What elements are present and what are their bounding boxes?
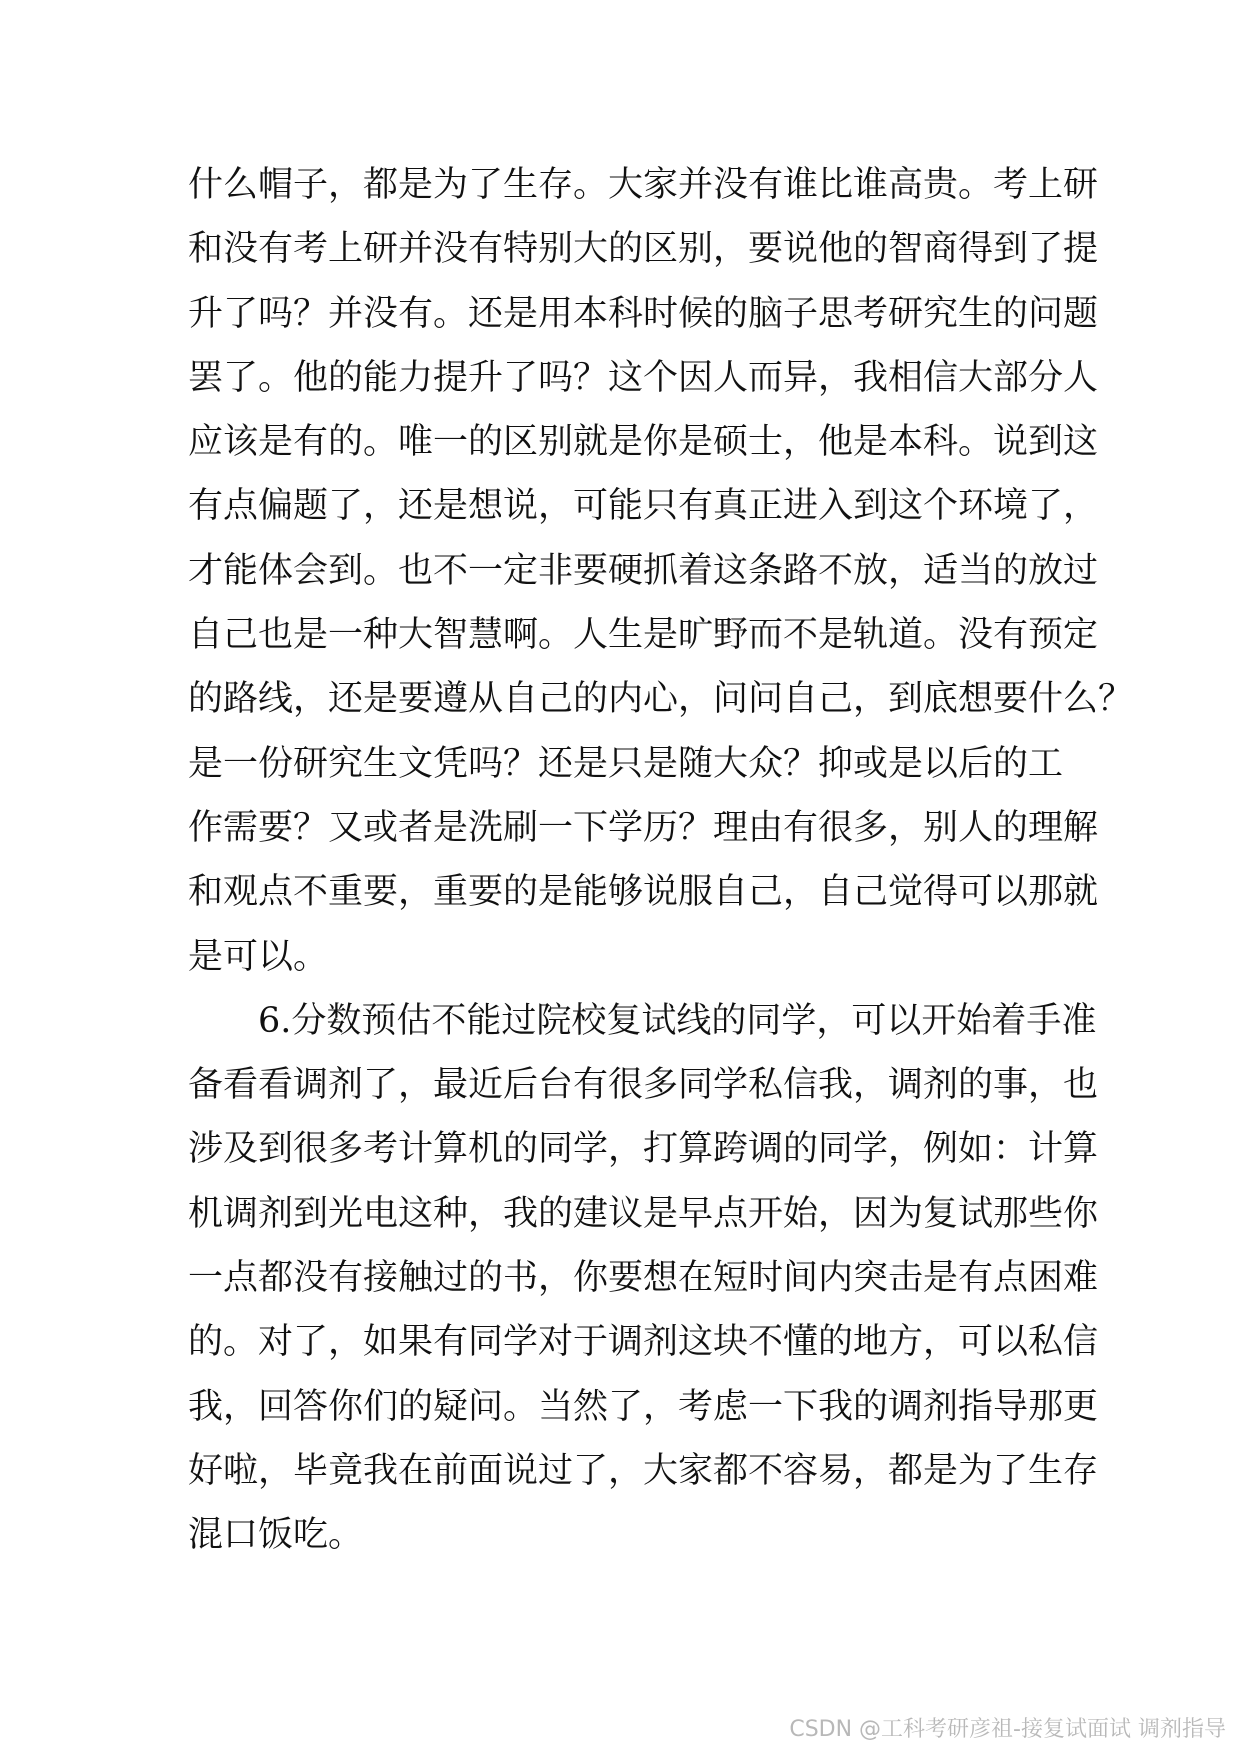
text-line: 自己也是一种大智慧啊。人生是旷野而不是轨道。没有预定	[188, 615, 1099, 656]
text-line: 罢了。他的能力提升了吗？这个因人而异，我相信大部分人	[188, 357, 1099, 398]
text-line: 备看看调剂了，最近后台有很多同学私信我，调剂的事，也	[188, 1065, 1099, 1106]
text-line: 作需要？又或者是洗刷一下学历？理由有很多，别人的理解	[188, 807, 1099, 848]
text-line: 6.分数预估不能过院校复试线的同学，可以开始着手准	[258, 1000, 1097, 1041]
text-line: 好啦，毕竟我在前面说过了，大家都不容易，都是为了生存	[188, 1450, 1099, 1491]
text-line: 的路线，还是要遵从自己的内心，问问自己，到底想要什么？	[188, 679, 1134, 720]
text-line: 是一份研究生文凭吗？还是只是随大众？抑或是以后的工	[188, 743, 1064, 784]
text-line: 升了吗？并没有。还是用本科时候的脑子思考研究生的问题	[188, 293, 1099, 334]
text-line: 我，回答你们的疑问。当然了，考虑一下我的调剂指导那更	[188, 1386, 1099, 1427]
text-line: 混口饭吃。	[188, 1515, 364, 1556]
document-body	[188, 153, 1134, 1568]
text-line: 和观点不重要，重要的是能够说服自己，自己觉得可以那就	[188, 872, 1099, 913]
text-line: 有点偏题了，还是想说，可能只有真正进入到这个环境了，	[188, 486, 1099, 527]
text-line: 机调剂到光电这种，我的建议是早点开始，因为复试那些你	[188, 1193, 1099, 1234]
text-line: 才能体会到。也不一定非要硬抓着这条路不放，适当的放过	[188, 550, 1099, 591]
paragraph-1	[188, 153, 1134, 989]
text-line: 应该是有的。唯一的区别就是你是硕士，他是本科。说到这	[188, 422, 1099, 463]
text-line: 一点都没有接触过的书，你要想在短时间内突击是有点困难	[188, 1258, 1099, 1299]
text-line: 和没有考上研并没有特别大的区别，要说他的智商得到了提	[188, 229, 1099, 270]
text-line: 的。对了，如果有同学对于调剂这块不懂的地方，可以私信	[188, 1322, 1099, 1363]
text-line: 是可以。	[188, 936, 329, 977]
text-line: 什么帽子，都是为了生存。大家并没有谁比谁高贵。考上研	[188, 165, 1099, 205]
paragraph-2	[188, 989, 1099, 1568]
watermark: CSDN @工科考研彦祖-接复试面试 调剂指导	[789, 1717, 1226, 1742]
text-line: 涉及到很多考计算机的同学，打算跨调的同学，例如：计算	[188, 1129, 1099, 1170]
